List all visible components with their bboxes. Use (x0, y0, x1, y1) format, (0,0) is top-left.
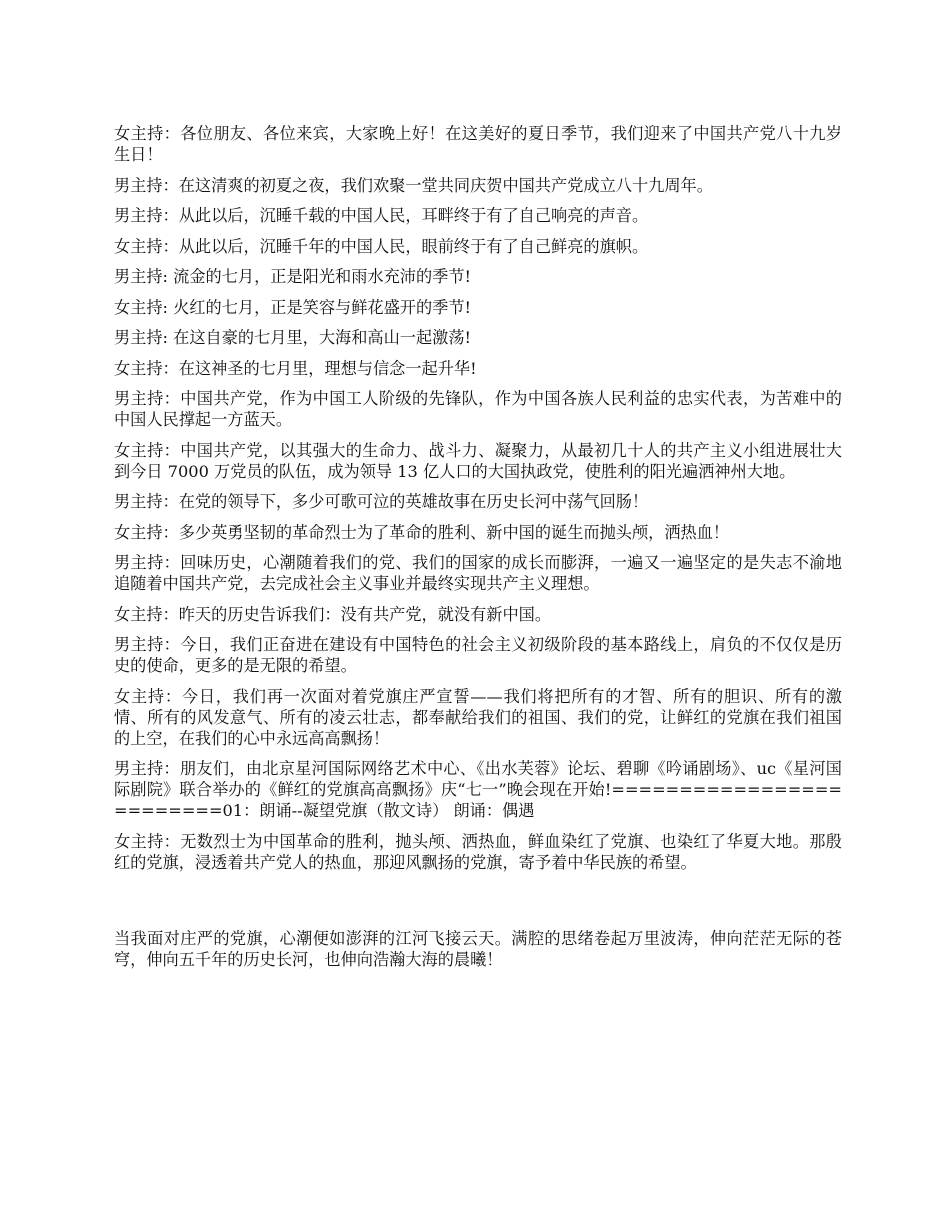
paragraph-18: 女主持：无数烈士为中国革命的胜利，抛头颅、洒热血，鲜血染红了党旗、也染红了华夏大地。那殷红的党旗，浸透着共产党人的热血，那迎风飘扬的党旗，寄予着中华民族的希望。 (114, 831, 842, 872)
paragraph-3: 男主持：从此以后，沉睡千载的中国人民，耳畔终于有了自己响亮的声音。 (114, 206, 649, 225)
document-body (114, 123, 842, 980)
paragraph-7: 男主持: 在这自豪的七月里，大海和高山一起激荡! (114, 328, 472, 347)
paragraph-4: 女主持：从此以后，沉睡千年的中国人民，眼前终于有了自己鲜亮的旗帜。 (114, 236, 649, 256)
paragraph-10: 女主持：中国共产党，以其强大的生命力、战斗力、凝聚力，从最初几十人的共产主义小组进展壮大到今日 7000 万党员的队伍，成为领导 13 亿人口的大国执政党，使胜利的阳光遍洒神州大地。 (114, 440, 842, 481)
paragraph-13: 男主持：回味历史，心潮随着我们的党、我们的国家的成长而膨湃，一遍又一遍坚定的是失志不渝地追随着中国共产党，去完成社会主义事业并最终实现共产主义理想。 (114, 553, 842, 593)
paragraph-11: 男主持：在党的领导下，多少可歌可泣的英雄故事在历史长河中荡气回肠！ (114, 492, 649, 511)
paragraph-6: 女主持: 火红的七月，正是笑容与鲜花盛开的季节! (114, 297, 472, 317)
paragraph-gap (114, 882, 842, 928)
closing-paragraph: 当我面对庄严的党旗，心潮便如澎湃的江河飞接云天。满腔的思绪卷起万里波涛，伸向茫茫无际的苍穹，伸向五千年的历史长河，也伸向浩瀚大海的晨曦！ (114, 929, 842, 969)
paragraph-12: 女主持：多少英勇坚韧的革命烈士为了革命的胜利、新中国的诞生而抛头颅，洒热血！ (114, 522, 730, 542)
paragraph-16: 女主持：今日，我们再一次面对着党旗庄严宣誓——我们将把所有的才智、所有的胆识、所有的激情、所有的风发意气、所有的凌云壮志，都奉献给我们的祖国、我们的党，让鲜红的党旗在我们祖国的上空，在我们的心中永远高高飘扬！ (114, 686, 842, 748)
paragraph-15: 男主持：今日，我们正奋进在建设有中国特色的社会主义初级阶段的基本路线上，肩负的不仅仅是历史的使命，更多的是无限的希望。 (114, 635, 842, 675)
paragraph-5: 男主持: 流金的七月，正是阳光和雨水充沛的季节! (114, 267, 472, 286)
paragraph-14: 女主持：昨天的历史告诉我们：没有共产党，就没有新中国。 (114, 604, 552, 624)
paragraph-17: 男主持：朋友们，由北京星河国际网络艺术中心、《出水芙蓉》论坛、碧聊《吟诵剧场》、uc《星河国际剧院》联合举办的《鲜红的党旗高高飘扬》庆“七一”晚会现在开始!=========================01：朗诵--凝望党旗（散文诗） 朗诵：偶遇 (114, 759, 842, 820)
paragraph-1: 女主持：各位朋友、各位来宾，大家晚上好！在这美好的夏日季节，我们迎来了中国共产党八十九岁生日！ (114, 124, 842, 164)
paragraph-2: 男主持：在这清爽的初夏之夜，我们欢聚一堂共同庆贺中国共产党成立八十九周年。 (114, 175, 713, 195)
paragraph-9: 男主持：中国共产党，作为中国工人阶级的先锋队，作为中国各族人民利益的忠实代表，为苦难中的中国人民撑起一方蓝天。 (114, 389, 842, 429)
paragraph-8: 女主持：在这神圣的七月里，理想与信念一起升华! (114, 358, 477, 378)
